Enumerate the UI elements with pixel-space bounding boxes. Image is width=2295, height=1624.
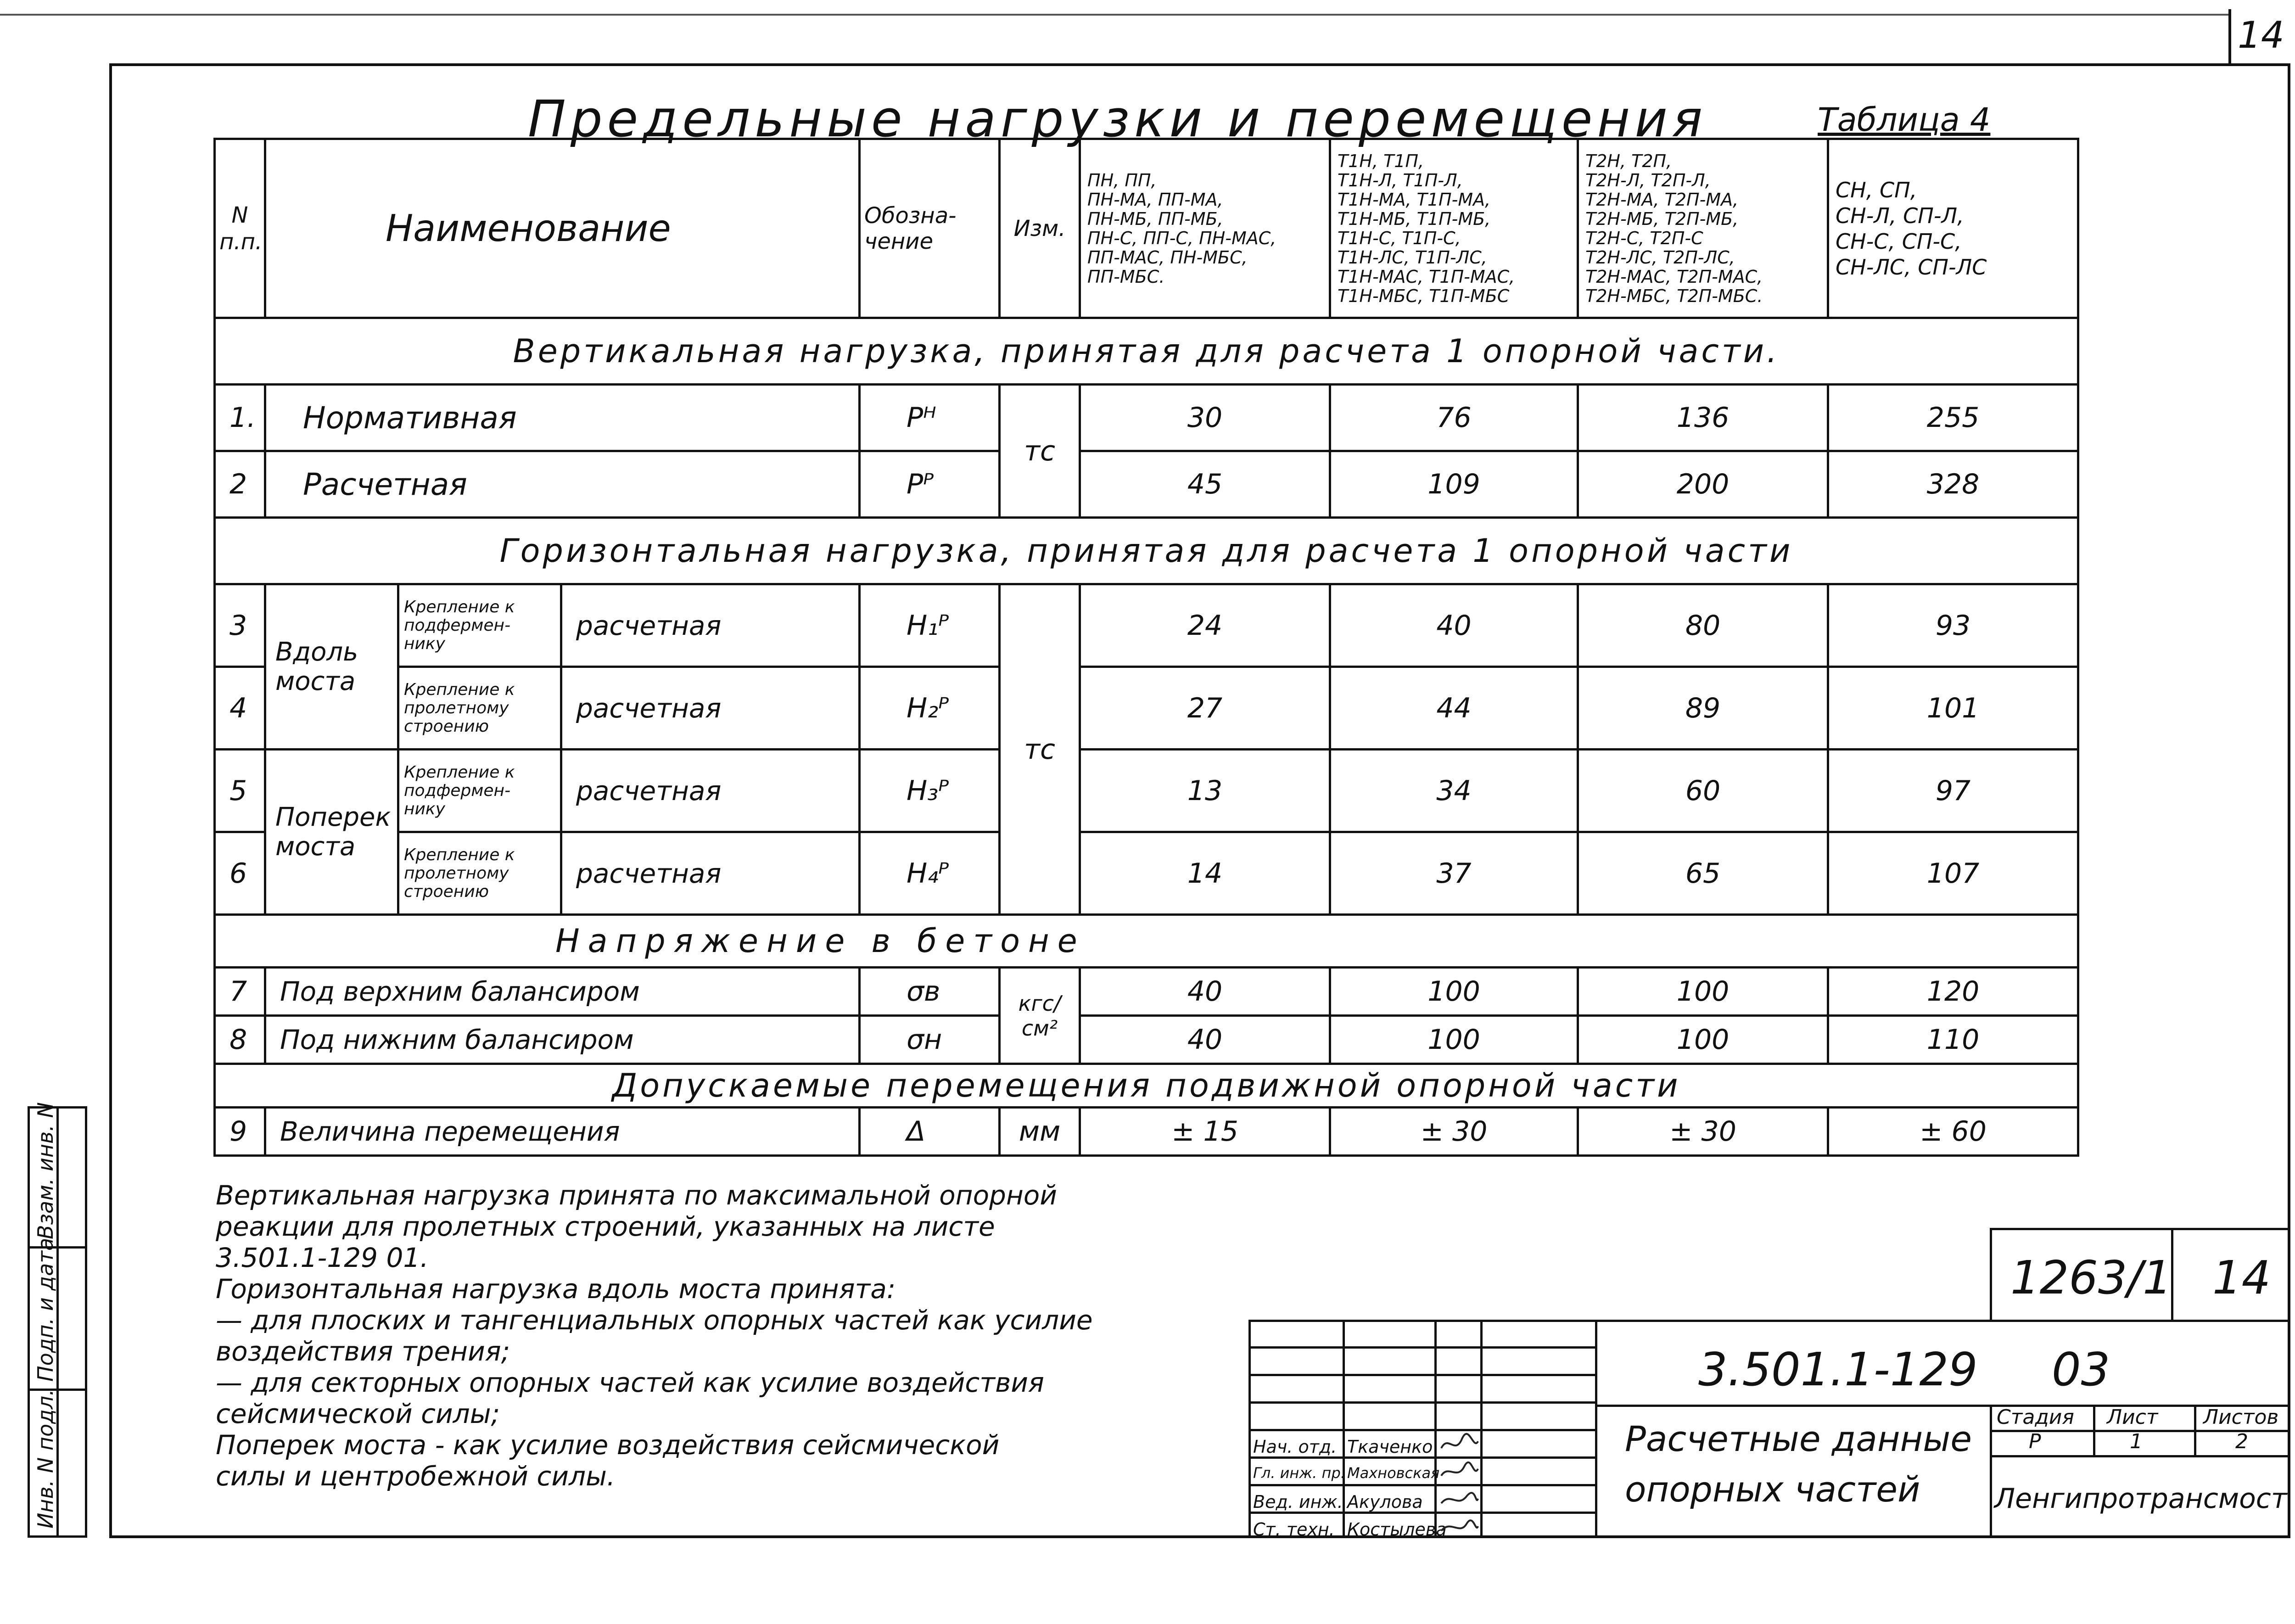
table-row: 4 Крепление к пролетному строению расчетная H₂ᴾ 27 44 89 101	[215, 667, 2078, 750]
top-edge-line	[0, 14, 2228, 16]
col-symbol-header: Обозна- чение	[860, 139, 1000, 318]
unit-kgf: кгс/см²	[1000, 968, 1080, 1064]
side-podp-data: Подп. и дата	[33, 1238, 58, 1382]
table-row: 6 Крепление к пролетному строению расчетная H₄ᴾ 14 37 65 107	[215, 832, 2078, 915]
table-row: 5 Поперек моста Крепление к подфермен- нику расчетная H₃ᴾ 13 34 60 97	[215, 750, 2078, 832]
side-vzam-inv: Взам. инв. N	[33, 1102, 58, 1239]
doc-code: 3.501.1-129	[1698, 1343, 1978, 1396]
album-number: 1263/1	[2010, 1251, 2172, 1305]
role-1: Нач. отд.	[1253, 1437, 1337, 1457]
organization: Ленгипротрансмост	[1994, 1483, 2287, 1515]
col-name-header: Наименование	[265, 139, 860, 318]
col-group1-header: ПН, ПП, ПН-МА, ПП-МА, ПН-МБ, ПП-МБ, ПН-С, ПП-С, ПН-МАС, ПП-МАС, ПН-МБС, ПП-МБС.	[1080, 139, 1330, 318]
header-row	[215, 139, 2078, 318]
side-inv-podl: Инв. N подл.	[33, 1389, 58, 1529]
table-row: 7 Под верхним балансиром σв кгс/см² 40 100 100 120	[215, 968, 2078, 1016]
role-3: Вед. инж.	[1253, 1492, 1343, 1512]
person-2: Махновская	[1347, 1464, 1440, 1482]
table-row: 8 Под нижним балансиром σн 40 100 100 110	[215, 1016, 2078, 1064]
col-group3-header: Т2Н, Т2П, Т2Н-Л, Т2П-Л, Т2Н-МА, Т2П-МА, Т2Н-МБ, Т2П-МБ, Т2Н-С, Т2П-С Т2Н-ЛС, Т2П-ЛС, Т2Н-МАС, Т2П-МАС, Т2Н-МБС, Т2П-МБС.	[1578, 139, 1828, 318]
section-movement: Допускаемые перемещения подвижной опорной части	[215, 1064, 2078, 1108]
loads-table-body	[213, 138, 2079, 1157]
sheets-label: Листов	[2203, 1406, 2279, 1429]
group-along: Вдоль моста	[265, 584, 398, 750]
table-row: 9 Величина перемещения Δ мм ± 15 ± 30 ± 30 ± 60	[215, 1108, 2078, 1156]
album-sheet: 14	[2212, 1251, 2271, 1305]
group-across: Поперек моста	[265, 750, 398, 915]
col-group2-header: Т1Н, Т1П, Т1Н-Л, Т1П-Л, Т1Н-МА, Т1П-МА, Т1Н-МБ, Т1П-МБ, Т1Н-С, Т1П-С, Т1Н-ЛС, Т1П-ЛС, Т1Н-МАС, Т1П-МАС, Т1Н-МБС, Т1П-МБС	[1330, 139, 1578, 318]
table-row: 1. Нормативная Pᴴ тс 30 76 136 255	[215, 385, 2078, 451]
col-unit-header: Изм.	[1000, 139, 1080, 318]
sheet-label: Лист	[2107, 1406, 2158, 1429]
col-group4-header: СН, СП, СН-Л, СП-Л, СН-С, СП-С, СН-ЛС, СП-ЛС	[1828, 139, 2078, 318]
doc-title-line1: Расчетные данные	[1625, 1418, 1972, 1459]
sheet-value: 1	[2130, 1430, 2143, 1453]
col-no-header: N п.п.	[215, 139, 265, 318]
person-3: Акулова	[1347, 1492, 1423, 1512]
stage-label: Стадия	[1997, 1406, 2074, 1429]
unit-tc: тс	[1000, 584, 1080, 915]
role-2: Гл. инж. пр.	[1253, 1464, 1345, 1482]
doc-part: 03	[2052, 1343, 2110, 1396]
table-row: 3 Вдоль моста Крепление к подфермен- нику расчетная H₁ᴾ тс 24 40 80 93	[215, 584, 2078, 667]
table-row: 2 Расчетная Pᴾ 45 109 200 328	[215, 451, 2078, 518]
notes-text: Вертикальная нагрузка принята по максимальной опорной реакции для пролетных строений, указанных на листе 3.501.1-129 01. Горизонтальная нагрузка вдоль моста принята: — для плоских и тангенциальных опорных частей как усилие воздействия трения; — для секторных опорных частей как усилие воздействия сейсмической силы; Поперек моста - как усилие воздействия сейсмической силы и центробежной силы.	[216, 1180, 1093, 1492]
signatures-drawing	[1439, 1432, 1480, 1538]
sheets-value: 2	[2235, 1430, 2248, 1453]
doc-title-line2: опорных частей	[1625, 1469, 1920, 1510]
page-title: Предельные нагрузки и перемещения	[528, 90, 1707, 148]
role-4: Ст. техн.	[1253, 1519, 1335, 1540]
person-4: Костылева	[1347, 1519, 1447, 1540]
sheet-number: 14	[2238, 14, 2284, 56]
section-horizontal: Горизонтальная нагрузка, принятая для расчета 1 опорной части	[215, 518, 2078, 584]
unit-tc: тс	[1000, 385, 1080, 518]
person-1: Ткаченко	[1347, 1437, 1433, 1457]
corner-divider	[2228, 9, 2231, 63]
section-stress: Напряжение в бетоне	[215, 915, 2078, 968]
table-label: Таблица 4	[1818, 101, 1991, 139]
stage-value: Р	[2029, 1430, 2041, 1453]
section-vertical: Вертикальная нагрузка, принятая для расчета 1 опорной части.	[215, 318, 2078, 385]
